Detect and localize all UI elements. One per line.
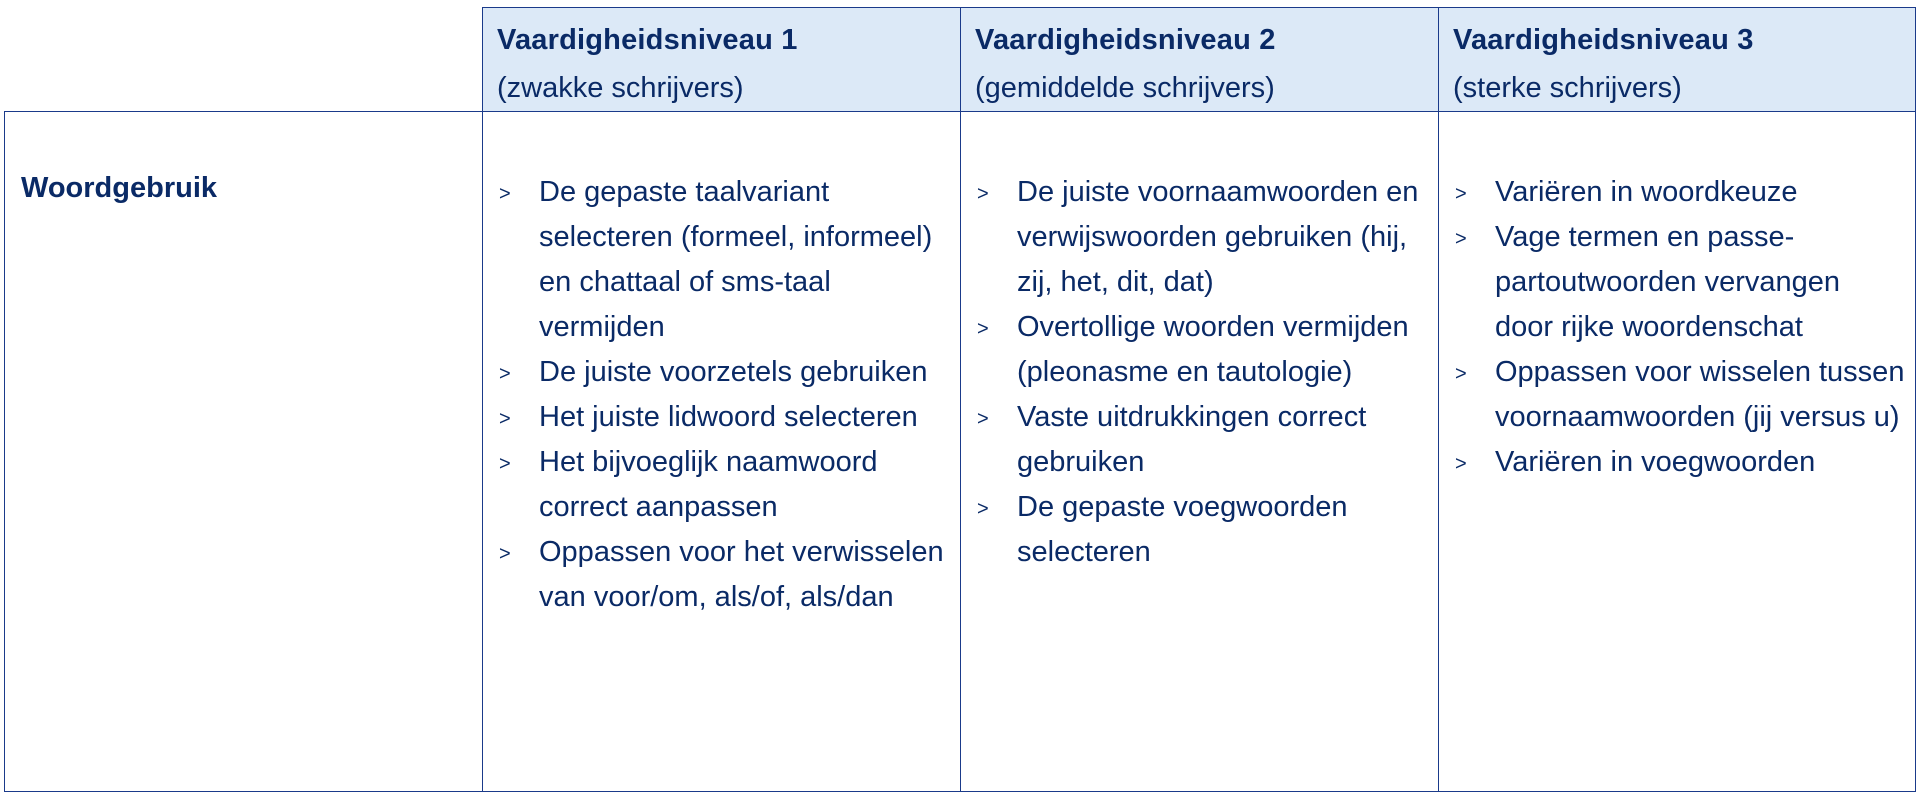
list-item (495, 170, 950, 350)
header-level-2 (960, 7, 1439, 112)
header-level-3-title: Vaardigheidsniveau 3 (1453, 24, 1754, 56)
list-item (495, 440, 950, 530)
chevron-right-icon: > (499, 543, 511, 565)
chevron-right-icon: > (1455, 228, 1467, 250)
chevron-right-icon: > (499, 363, 511, 385)
chevron-right-icon: > (1455, 363, 1467, 385)
header-level-1-title: Vaardigheidsniveau 1 (497, 24, 798, 56)
list-item-text: Oppassen voor het verwisselen van voor/om, als/of, als/dan (539, 536, 944, 613)
list-item (973, 395, 1428, 485)
level-3-list (1451, 170, 1905, 485)
list-item (973, 170, 1428, 305)
level-1-cell (482, 111, 961, 792)
list-item (1451, 170, 1905, 215)
list-item-text: Vaste uitdrukkingen correct gebruiken (1017, 401, 1367, 478)
skills-table (4, 7, 1916, 792)
chevron-right-icon: > (977, 318, 989, 340)
list-item-text: Overtollige woorden vermijden (pleonasme en tautologie) (1017, 311, 1409, 388)
header-level-2-subtitle: (gemiddelde schrijvers) (975, 72, 1275, 104)
list-item (973, 305, 1428, 395)
row-label-cell (4, 111, 483, 792)
chevron-right-icon: > (977, 498, 989, 520)
header-level-3-subtitle: (sterke schrijvers) (1453, 72, 1682, 104)
header-level-3 (1438, 7, 1916, 112)
list-item-text: Het bijvoeglijk naamwoord correct aanpassen (539, 446, 878, 523)
list-item-text: De gepaste taalvariant selecteren (formeel, informeel) en chattaal of sms-taal vermijden (539, 176, 933, 343)
list-item-text: Variëren in voegwoorden (1495, 446, 1816, 478)
list-item (495, 395, 950, 440)
list-item (1451, 215, 1905, 350)
chevron-right-icon: > (977, 408, 989, 430)
level-2-list (973, 170, 1428, 575)
list-item-text: Oppassen voor wisselen tussen voornaamwoorden (jij versus u) (1495, 356, 1905, 433)
list-item (973, 485, 1428, 575)
header-level-1 (482, 7, 961, 112)
chevron-right-icon: > (1455, 183, 1467, 205)
level-2-cell (960, 111, 1439, 792)
list-item-text: Het juiste lidwoord selecteren (539, 401, 918, 433)
level-1-list (495, 170, 950, 620)
list-item-text: De juiste voornaamwoorden en verwijswoorden gebruiken (hij, zij, het, dit, dat) (1017, 176, 1419, 298)
chevron-right-icon: > (977, 183, 989, 205)
list-item-text: De gepaste voegwoorden selecteren (1017, 491, 1348, 568)
level-3-cell (1438, 111, 1916, 792)
list-item-text: Variëren in woordkeuze (1495, 176, 1798, 208)
list-item-text: De juiste voorzetels gebruiken (539, 356, 928, 388)
list-item-text: Vage termen en passe-partoutwoorden vervangen door rijke woordenschat (1495, 221, 1841, 343)
header-level-1-subtitle: (zwakke schrijvers) (497, 72, 744, 104)
list-item (1451, 350, 1905, 440)
list-item (495, 350, 950, 395)
list-item (495, 530, 950, 620)
chevron-right-icon: > (499, 453, 511, 475)
list-item (1451, 440, 1905, 485)
chevron-right-icon: > (499, 408, 511, 430)
header-level-2-title: Vaardigheidsniveau 2 (975, 24, 1276, 56)
chevron-right-icon: > (499, 183, 511, 205)
chevron-right-icon: > (1455, 453, 1467, 475)
row-label: Woordgebruik (21, 172, 218, 204)
